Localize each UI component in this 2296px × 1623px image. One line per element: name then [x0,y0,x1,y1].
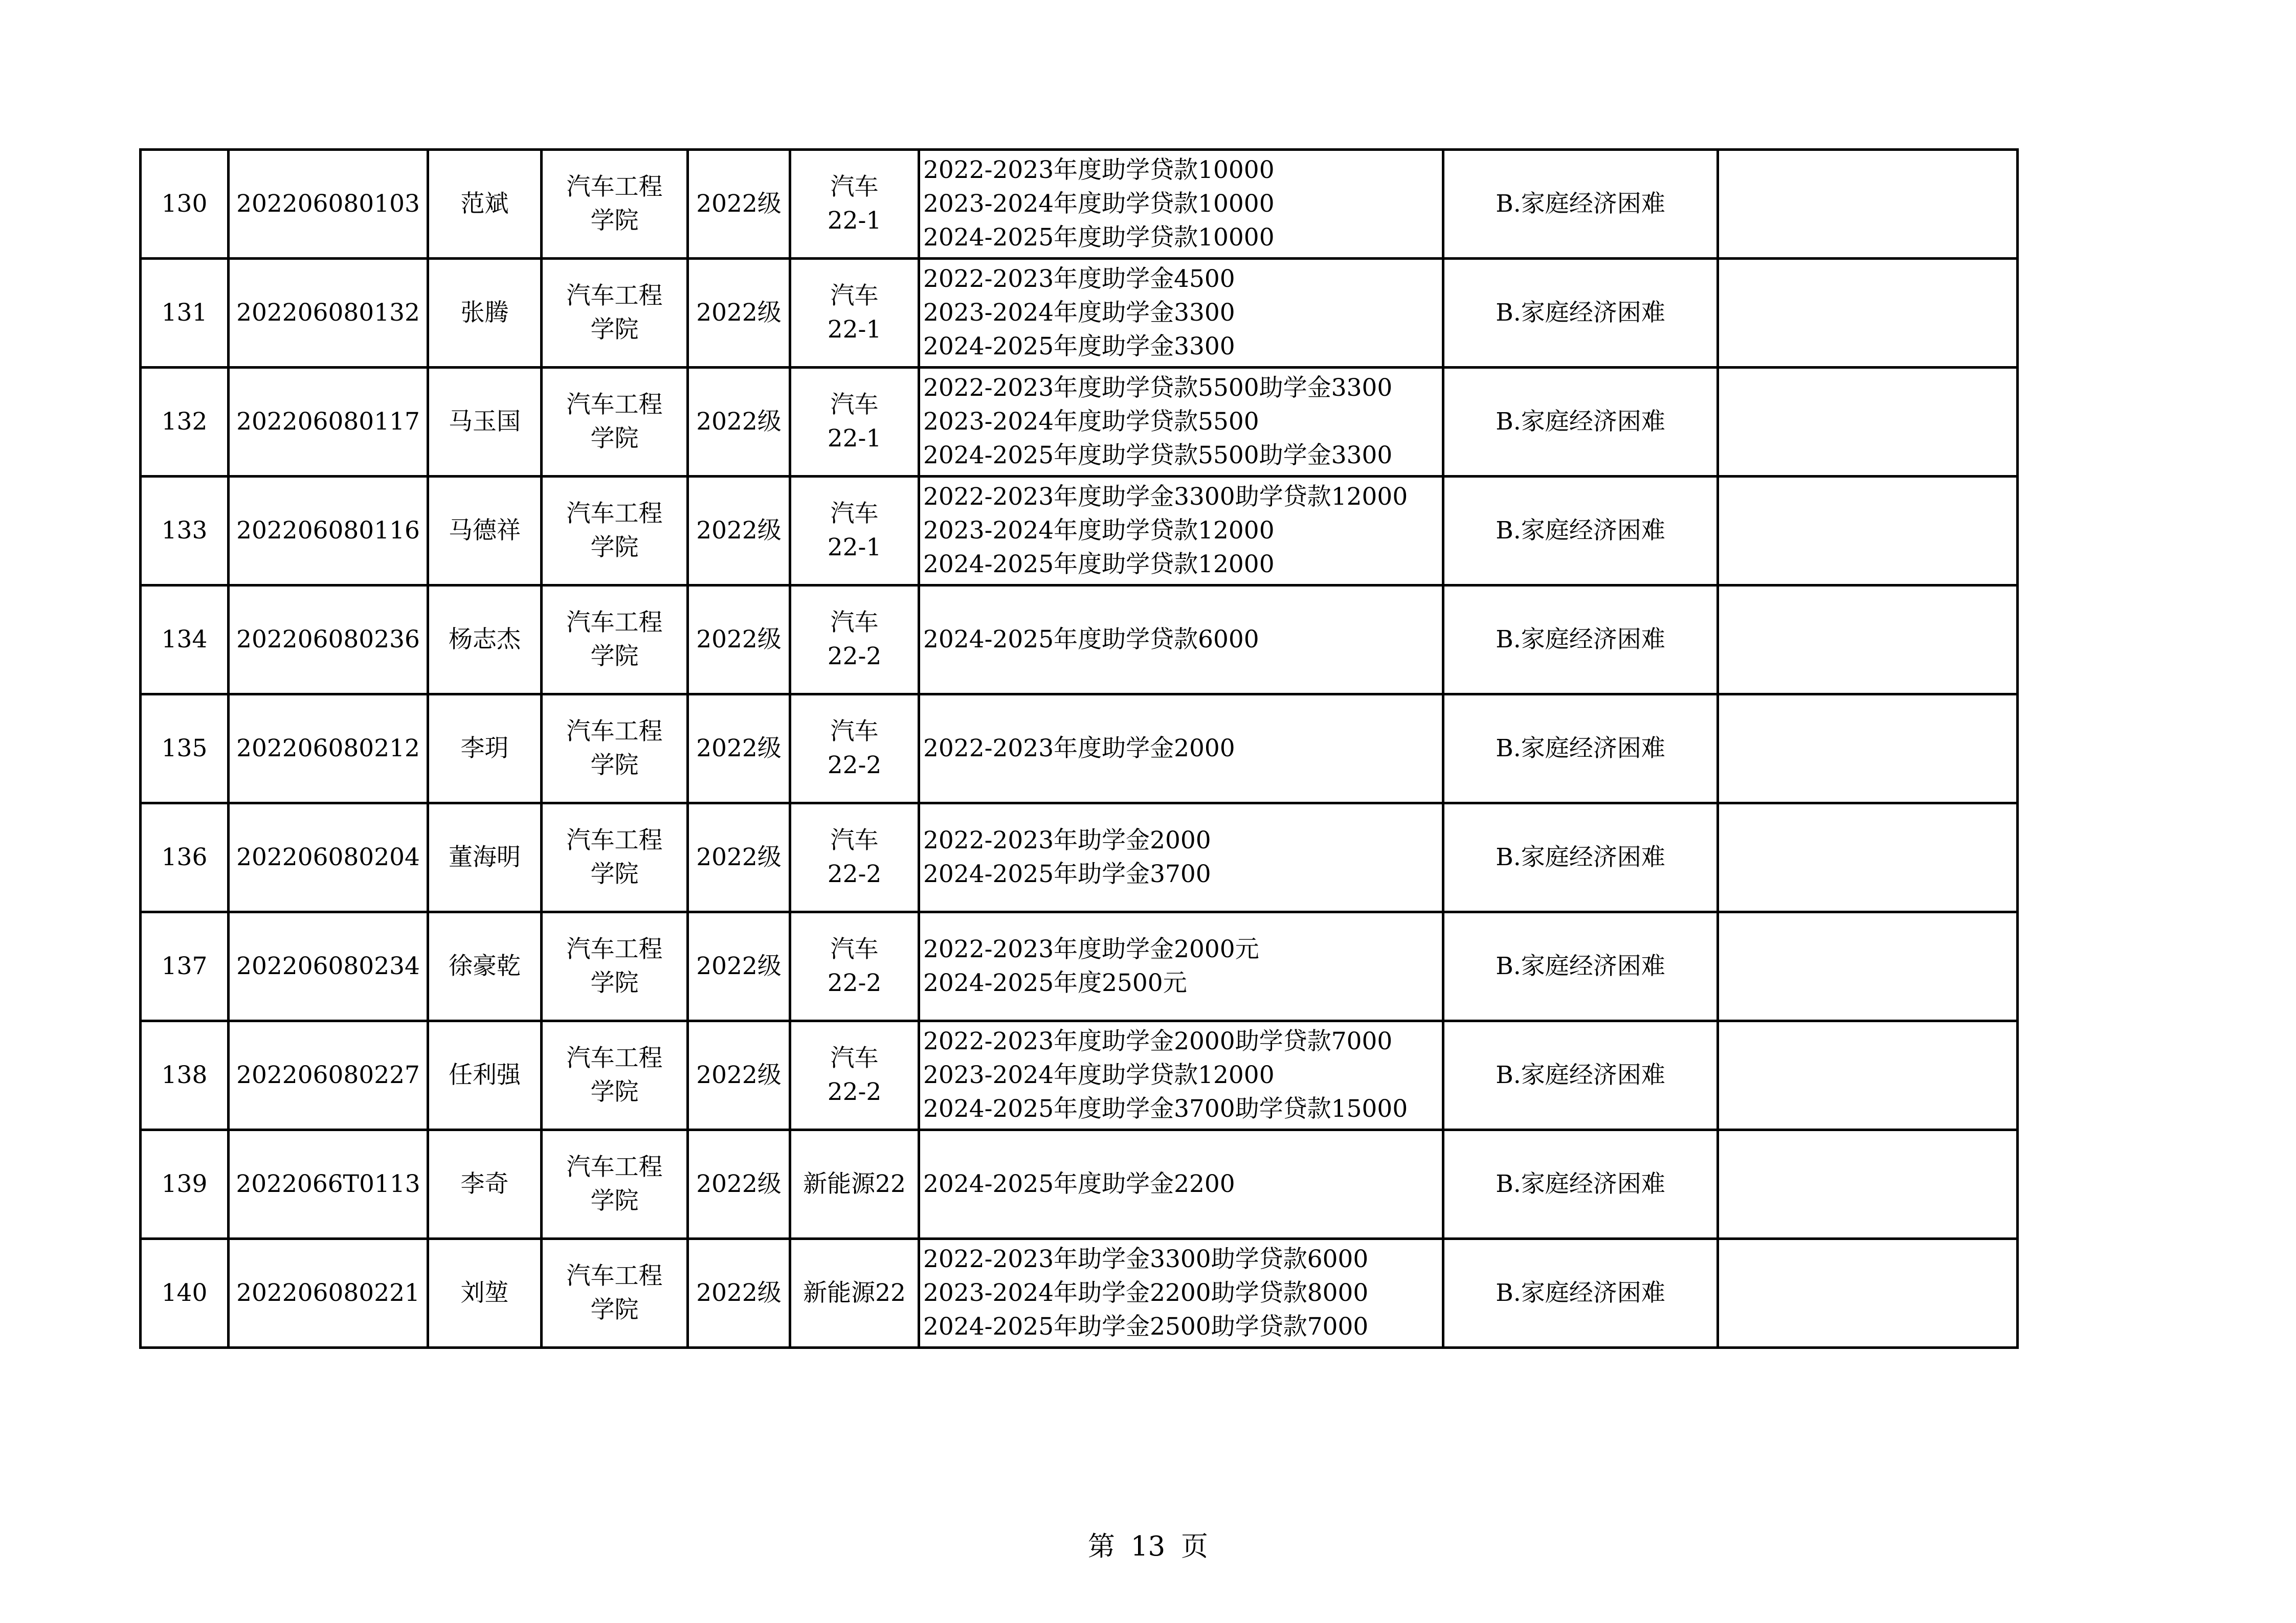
cell-student-name: 范斌 [428,150,542,259]
table-row [141,1239,2018,1348]
student-aid-table [139,148,2019,1349]
college-line: 汽车工程 [566,1262,663,1290]
cell-college [542,259,688,368]
aid-line: 2022-2023年助学金2000 [923,826,1211,854]
cell-class [790,694,919,803]
college-line: 汽车工程 [566,1044,663,1072]
class-line: 22-2 [827,751,882,779]
aid-line: 2024-2025年度助学贷款6000 [923,625,1259,653]
cell-row-number: 139 [141,1130,229,1239]
cell-college [542,912,688,1021]
cell-aid-history [919,477,1443,585]
college-line: 学院 [590,533,639,561]
class-line: 22-2 [827,1078,882,1106]
cell-remark [1718,1239,2018,1348]
cell-category: B.家庭经济困难 [1443,1021,1718,1130]
cell-student-id: 202206080204 [229,803,428,912]
class-line: 22-1 [827,315,882,344]
cell-grade: 2022级 [688,368,790,477]
cell-student-name: 杨志杰 [428,585,542,694]
cell-class [790,803,919,912]
aid-line: 2023-2024年助学金2200助学贷款8000 [923,1279,1369,1307]
class-line: 汽车 [830,1044,879,1072]
aid-line: 2024-2025年度助学贷款5500助学金3300 [923,441,1393,469]
college-line: 汽车工程 [566,391,663,419]
cell-remark [1718,585,2018,694]
aid-line: 2022-2023年度助学金2000 [923,734,1235,762]
table-row [141,1021,2018,1130]
table-row [141,912,2018,1021]
cell-category: B.家庭经济困难 [1443,694,1718,803]
cell-row-number: 138 [141,1021,229,1130]
aid-line: 2023-2024年度助学贷款5500 [923,408,1259,436]
class-line: 汽车 [830,282,879,310]
cell-category: B.家庭经济困难 [1443,1130,1718,1239]
table-row [141,694,2018,803]
cell-student-name: 马玉国 [428,368,542,477]
class-line: 22-1 [827,533,882,561]
class-line: 新能源22 [803,1279,906,1307]
cell-college [542,1130,688,1239]
cell-row-number: 137 [141,912,229,1021]
cell-remark [1718,694,2018,803]
class-line: 22-2 [827,969,882,997]
cell-student-name: 任利强 [428,1021,542,1130]
cell-row-number: 136 [141,803,229,912]
page-number: 第 13 页 [1087,1531,1209,1562]
college-line: 汽车工程 [566,935,663,963]
cell-college [542,585,688,694]
aid-line: 2023-2024年度助学贷款10000 [923,190,1275,218]
college-line: 学院 [590,315,639,344]
aid-line: 2024-2025年度助学贷款10000 [923,223,1275,252]
college-line: 学院 [590,642,639,670]
cell-class [790,477,919,585]
aid-line: 2023-2024年度助学贷款12000 [923,1061,1275,1089]
cell-college [542,477,688,585]
cell-class [790,585,919,694]
cell-grade: 2022级 [688,803,790,912]
class-line: 22-1 [827,207,882,235]
aid-line: 2024-2025年度2500元 [923,969,1187,997]
cell-remark [1718,912,2018,1021]
cell-student-id: 202206080227 [229,1021,428,1130]
cell-student-id: 202206080132 [229,259,428,368]
cell-grade: 2022级 [688,150,790,259]
table-row [141,803,2018,912]
cell-college [542,1239,688,1348]
table-row [141,585,2018,694]
aid-line: 2022-2023年度助学金2000助学贷款7000 [923,1027,1393,1055]
cell-remark [1718,259,2018,368]
aid-line: 2023-2024年度助学金3300 [923,299,1235,327]
cell-student-name: 徐豪乾 [428,912,542,1021]
cell-row-number: 134 [141,585,229,694]
cell-aid-history [919,1021,1443,1130]
cell-student-id: 202206080116 [229,477,428,585]
cell-student-id: 202206080236 [229,585,428,694]
class-line: 22-2 [827,642,882,670]
cell-student-id: 202206080221 [229,1239,428,1348]
college-line: 汽车工程 [566,282,663,310]
class-line: 22-2 [827,860,882,888]
college-line: 学院 [590,424,639,453]
class-line: 汽车 [830,608,879,637]
class-line: 汽车 [830,173,879,201]
cell-category: B.家庭经济困难 [1443,1239,1718,1348]
class-line: 汽车 [830,935,879,963]
class-line: 汽车 [830,500,879,528]
class-line: 汽车 [830,717,879,746]
cell-college [542,150,688,259]
cell-aid-history [919,259,1443,368]
aid-line: 2022-2023年度助学金3300助学贷款12000 [923,483,1408,511]
table-row [141,1130,2018,1239]
cell-grade: 2022级 [688,585,790,694]
college-line: 汽车工程 [566,1153,663,1181]
aid-line: 2023-2024年度助学贷款12000 [923,516,1275,545]
aid-line: 2024-2025年助学金2500助学贷款7000 [923,1313,1369,1341]
cell-grade: 2022级 [688,694,790,803]
cell-category: B.家庭经济困难 [1443,912,1718,1021]
cell-student-id: 202206080212 [229,694,428,803]
cell-student-name: 马德祥 [428,477,542,585]
cell-student-id: 202206080234 [229,912,428,1021]
aid-line: 2024-2025年助学金3700 [923,860,1211,888]
cell-category: B.家庭经济困难 [1443,368,1718,477]
cell-class [790,150,919,259]
college-line: 学院 [590,860,639,888]
cell-aid-history [919,803,1443,912]
cell-aid-history [919,1239,1443,1348]
aid-line: 2022-2023年度助学金4500 [923,265,1235,293]
cell-category: B.家庭经济困难 [1443,477,1718,585]
cell-college [542,368,688,477]
cell-category: B.家庭经济困难 [1443,803,1718,912]
cell-student-name: 张腾 [428,259,542,368]
cell-remark [1718,150,2018,259]
aid-line: 2022-2023年度助学贷款10000 [923,156,1275,184]
cell-row-number: 131 [141,259,229,368]
cell-student-name: 李玥 [428,694,542,803]
cell-class [790,368,919,477]
cell-class [790,1130,919,1239]
table-row [141,368,2018,477]
cell-class [790,1021,919,1130]
cell-class [790,912,919,1021]
cell-student-id: 202206080103 [229,150,428,259]
cell-aid-history [919,694,1443,803]
aid-line: 2024-2025年度助学金2200 [923,1170,1235,1198]
table-body [141,150,2018,1348]
college-line: 汽车工程 [566,826,663,854]
cell-aid-history [919,912,1443,1021]
cell-college [542,694,688,803]
aid-line: 2024-2025年度助学贷款12000 [923,550,1275,578]
table-row [141,259,2018,368]
college-line: 学院 [590,1187,639,1215]
aid-line: 2022-2023年助学金3300助学贷款6000 [923,1245,1369,1273]
table-row [141,477,2018,585]
cell-grade: 2022级 [688,259,790,368]
cell-aid-history [919,585,1443,694]
cell-remark [1718,803,2018,912]
cell-student-id: 202206080117 [229,368,428,477]
cell-aid-history [919,1130,1443,1239]
cell-row-number: 130 [141,150,229,259]
cell-row-number: 132 [141,368,229,477]
cell-grade: 2022级 [688,1021,790,1130]
aid-line: 2024-2025年度助学金3700助学贷款15000 [923,1095,1408,1123]
cell-category: B.家庭经济困难 [1443,150,1718,259]
cell-college [542,1021,688,1130]
class-line: 汽车 [830,826,879,854]
cell-college [542,803,688,912]
table-row [141,150,2018,259]
class-line: 22-1 [827,424,882,453]
college-line: 学院 [590,751,639,779]
aid-line: 2022-2023年度助学金2000元 [923,935,1259,963]
cell-grade: 2022级 [688,912,790,1021]
cell-student-name: 刘堃 [428,1239,542,1348]
cell-category: B.家庭经济困难 [1443,259,1718,368]
cell-student-name: 董海明 [428,803,542,912]
cell-remark [1718,1021,2018,1130]
college-line: 汽车工程 [566,717,663,746]
college-line: 汽车工程 [566,173,663,201]
college-line: 学院 [590,1296,639,1324]
cell-row-number: 140 [141,1239,229,1348]
cell-class [790,1239,919,1348]
cell-grade: 2022级 [688,477,790,585]
cell-remark [1718,368,2018,477]
cell-row-number: 135 [141,694,229,803]
cell-category: B.家庭经济困难 [1443,585,1718,694]
class-line: 汽车 [830,391,879,419]
class-line: 新能源22 [803,1170,906,1198]
aid-line: 2024-2025年度助学金3300 [923,332,1235,360]
cell-student-name: 李奇 [428,1130,542,1239]
cell-aid-history [919,368,1443,477]
cell-remark [1718,477,2018,585]
cell-student-id: 2022066T0113 [229,1130,428,1239]
cell-grade: 2022级 [688,1130,790,1239]
college-line: 汽车工程 [566,608,663,637]
aid-line: 2022-2023年度助学贷款5500助学金3300 [923,374,1393,402]
college-line: 学院 [590,1078,639,1106]
cell-class [790,259,919,368]
college-line: 学院 [590,969,639,997]
cell-aid-history [919,150,1443,259]
cell-remark [1718,1130,2018,1239]
college-line: 学院 [590,207,639,235]
college-line: 汽车工程 [566,500,663,528]
cell-grade: 2022级 [688,1239,790,1348]
cell-row-number: 133 [141,477,229,585]
